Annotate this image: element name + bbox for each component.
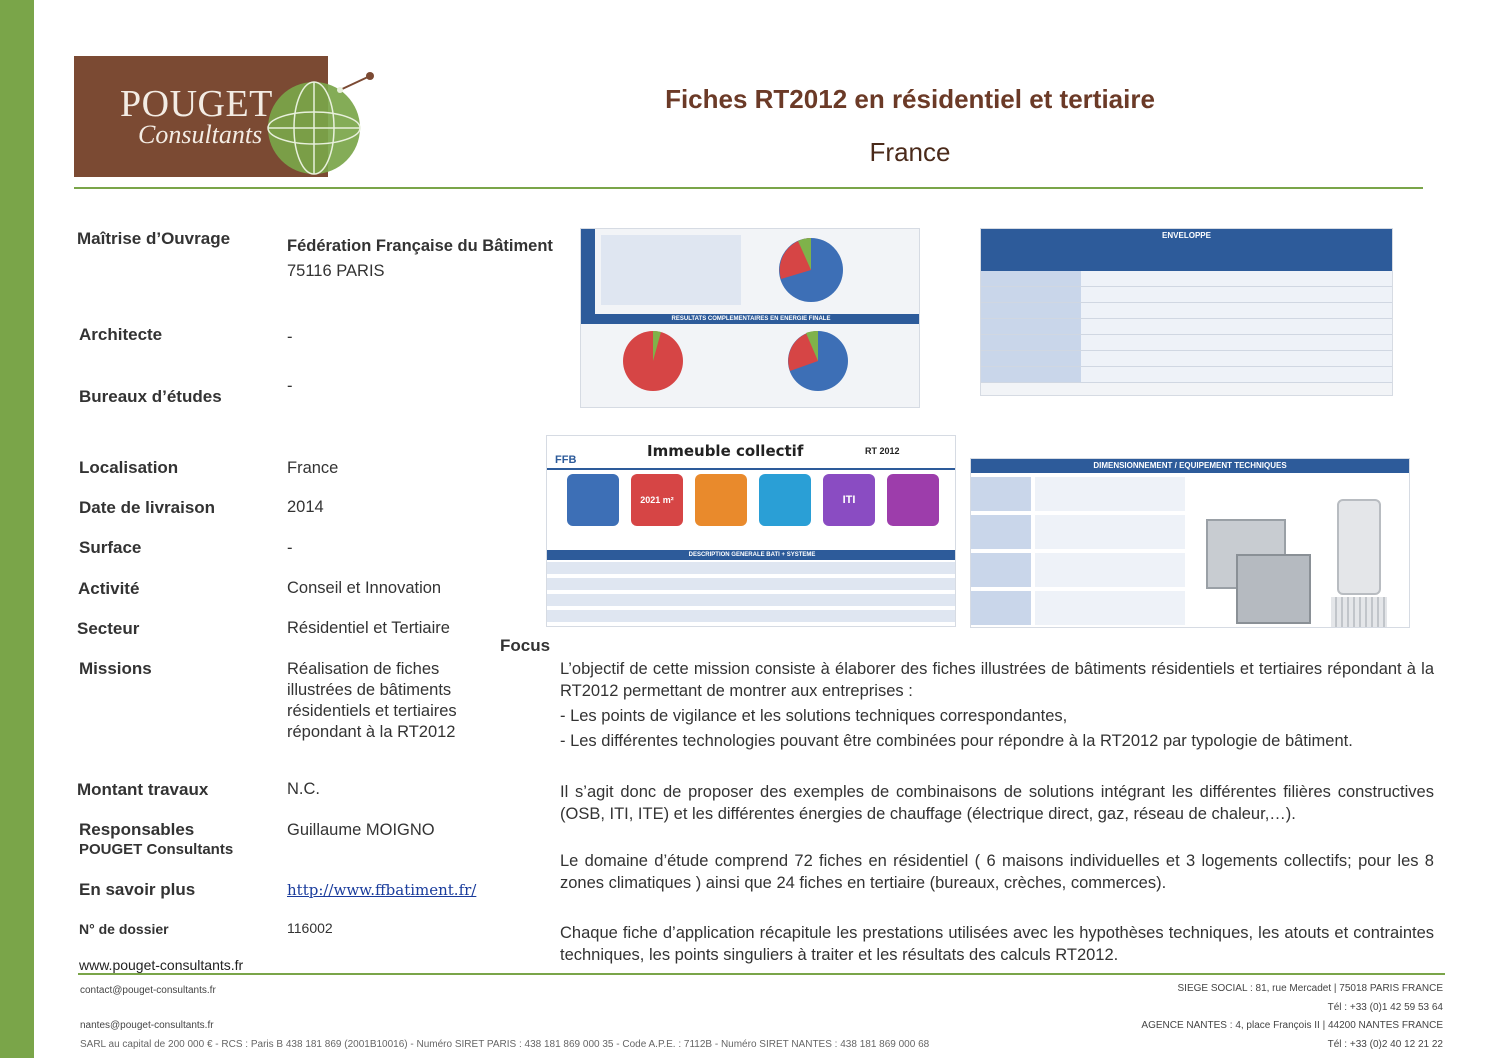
- table-row: [981, 335, 1392, 351]
- description-header: DESCRIPTION GENERALE BATI + SYSTEME: [547, 550, 956, 560]
- date-label: Date de livraison: [79, 498, 216, 517]
- logo-name: POUGET: [120, 83, 273, 125]
- focus-paragraph-1: L’objectif de cette mission consiste à élaborer des fiches illustrées de bâtiments résidentiels et tertiaires répondant à la RT2012 permettant de montrer aux entreprises :: [560, 660, 1434, 700]
- responsables-company: POUGET Consultants: [79, 841, 234, 858]
- bureaux-label: Bureaux d’études: [79, 387, 222, 406]
- maitrise-city: 75116 PARIS: [287, 262, 385, 280]
- table-row: [981, 319, 1392, 335]
- pie-chart-icon: [621, 329, 685, 393]
- savoir-label: En savoir plus: [79, 880, 196, 899]
- missions-label: Missions: [79, 659, 152, 678]
- missions-line-4: répondant à la RT2012: [287, 723, 456, 741]
- table-row: [981, 303, 1392, 319]
- localisation-label: Localisation: [79, 458, 179, 477]
- equipment-header: DIMENSIONNEMENT / EQUIPEMENT TECHNIQUES: [971, 459, 1409, 473]
- activite-value: Conseil et Innovation: [287, 579, 442, 597]
- ffb-website-link[interactable]: http://www.ffbatiment.fr/: [287, 881, 477, 899]
- equipment-thumbnail: [970, 458, 1410, 628]
- montant-label: Montant travaux: [77, 780, 209, 799]
- iti-tile-icon: ITI: [823, 474, 875, 526]
- footer-divider: [78, 973, 1445, 975]
- ffb-logo: FFB: [555, 454, 577, 466]
- radiator-image: [1331, 597, 1387, 627]
- equipment-labels: [971, 477, 1031, 627]
- map-tile-icon: [887, 474, 939, 526]
- surface-label: Surface: [79, 538, 142, 557]
- footer-siege: SIEGE SOCIAL : 81, rue Mercadet | 75018 PARIS FRANCE: [1177, 983, 1443, 994]
- missions-line-1: Réalisation de fiches: [287, 660, 440, 678]
- footer-tel-nantes: Tél : +33 (0)2 40 12 21 22: [1327, 1039, 1443, 1050]
- secteur-label: Secteur: [77, 619, 140, 638]
- envelope-header: ENVELOPPE: [981, 229, 1392, 243]
- pie-chart-icon: [786, 329, 850, 393]
- pie-chart-icon: [776, 235, 846, 305]
- window-tile-icon: [759, 474, 811, 526]
- surface-value: -: [287, 539, 293, 557]
- footer-tel-paris: Tél : +33 (0)1 42 59 53 64: [1327, 1002, 1443, 1013]
- responsables-value: Guillaume MOIGNO: [287, 821, 435, 839]
- globe-icon: [262, 70, 377, 180]
- dossier-label: N° de dossier: [79, 921, 169, 937]
- building-tile-icon: [567, 474, 619, 526]
- maitrise-value: Fédération Française du Bâtiment: [287, 237, 553, 255]
- focus-paragraph-4: Chaque fiche d’application récapitule les prestations utilisées avec les hypothèses techniques, les atouts et contraintes techniques, les points singuliers à traiter et les résultats des calculs RT2012.: [560, 924, 1434, 964]
- table-row: [981, 367, 1392, 383]
- page-title: Fiches RT2012 en résidentiel et tertiaire: [665, 84, 1155, 114]
- thumb-sidebar: [581, 229, 595, 314]
- page-subtitle: France: [869, 137, 951, 167]
- dossier-value: 116002: [287, 920, 333, 936]
- focus-title: Focus: [500, 636, 551, 655]
- focus-bullet-1: - Les points de vigilance et les solutions techniques correspondantes,: [560, 707, 1068, 725]
- pouget-logo: [74, 56, 374, 177]
- date-value: 2014: [287, 498, 324, 516]
- water-tank-image: [1337, 499, 1381, 595]
- table-row: [981, 271, 1392, 287]
- maitrise-label: Maîtrise d’Ouvrage: [77, 229, 231, 248]
- table-row: [981, 351, 1392, 367]
- footer-legal: SARL au capital de 200 000 € - RCS : Paris B 438 181 869 (2001B10016) - Numéro SIRET PARIS : 438 181 869 000 35 - Code A.P.E. : 7112B - Numéro SIRET NANTES : 438 181 869 000 68: [80, 1039, 930, 1050]
- footer-agence: AGENCE NANTES : 4, place François II | 44200 NANTES FRANCE: [1141, 1020, 1443, 1031]
- equipment-values: [1035, 477, 1185, 627]
- missions-line-2: illustrées de bâtiments: [287, 681, 452, 699]
- architecte-label: Architecte: [79, 325, 163, 344]
- thumb-table: [601, 235, 741, 305]
- focus-paragraph-2: Il s’agit donc de proposer des exemples de combinaisons de solutions intégrant les différentes filières constructives (OSB, ITI, ITE) et les différentes énergies de chauffage (électrique direct, gaz, réseau de chaleur,…).: [560, 783, 1434, 823]
- results-thumbnail: [580, 228, 920, 408]
- description-table: [547, 562, 956, 627]
- footer-website[interactable]: www.pouget-consultants.fr: [79, 957, 244, 973]
- architecte-value: -: [287, 328, 293, 346]
- secteur-value: Résidentiel et Tertiaire: [287, 619, 450, 637]
- footer-nantes-email[interactable]: nantes@pouget-consultants.fr: [80, 1020, 214, 1031]
- footer-contact-email[interactable]: contact@pouget-consultants.fr: [80, 985, 216, 996]
- header-divider: [74, 187, 1423, 189]
- focus-paragraph-3: Le domaine d’étude comprend 72 fiches en résidentiel ( 6 maisons individuelles et 3 logements collectifs; pour les 8 zones climatiques ) ainsi que 24 fiches en tertiaire (bureaux, crèches, commerces).: [560, 852, 1434, 892]
- surface-tile-icon: 2021 m²: [631, 474, 683, 526]
- missions-line-3: résidentiels et tertiaires: [287, 702, 457, 720]
- logo-subname: Consultants: [138, 120, 263, 149]
- responsables-label: Responsables: [79, 820, 195, 839]
- immeuble-thumbnail: [546, 435, 956, 627]
- bureaux-value: -: [287, 377, 293, 395]
- rt2012-tag: RT 2012: [865, 446, 900, 456]
- activite-label: Activité: [78, 579, 140, 598]
- heat-pump-image: [1236, 554, 1311, 624]
- envelope-thumbnail: [980, 228, 1393, 396]
- heating-tile-icon: [695, 474, 747, 526]
- thumb-results-header: RESULTATS COMPLEMENTAIRES EN ENERGIE FINALE: [581, 314, 920, 324]
- table-row: [981, 287, 1392, 303]
- montant-value: N.C.: [287, 780, 320, 798]
- localisation-value: France: [287, 459, 339, 477]
- immeuble-title: Immeuble collectif: [647, 442, 804, 460]
- envelope-col-header: [981, 243, 1392, 271]
- focus-bullet-2: - Les différentes technologies pouvant être combinées pour répondre à la RT2012 par typologie de bâtiment.: [560, 732, 1353, 750]
- side-accent-bar: [0, 0, 34, 1058]
